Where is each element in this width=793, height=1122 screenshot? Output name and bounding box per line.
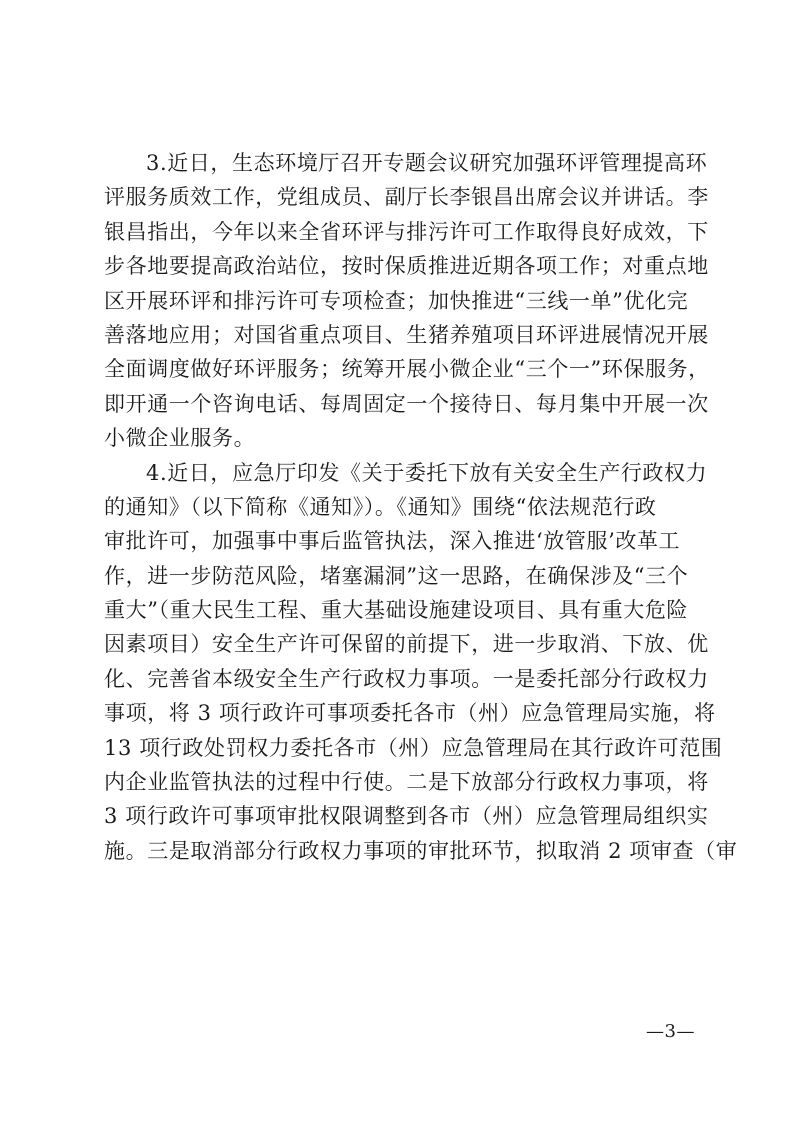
text-line: 施。三是取消部分行政权力事项的审批环节，拟取消 2 项审查（审 [104,838,738,863]
text-line: 3 项行政许可事项审批权限调整到各市（州）应急管理局组织实 [104,804,709,829]
text-line: 审批许可，加强事中事后监管执法，深入推进‘放管服’改革工 [104,529,681,554]
text-line: 的通知》（以下简称《通知》）。《通知》围绕“依法规范行政 [104,494,657,519]
text-line: 内企业监管执法的过程中行使。二是下放部分行政权力事项，将 [104,770,709,795]
text-line: 4.近日，应急厅印发《关于委托下放有关安全生产行政权力 [146,460,708,485]
text-line: 善落地应用；对国省重点项目、生猪养殖项目环评进展情况开展 [104,322,709,347]
text-line: 区开展环评和排污许可专项检查；加快推进“三线一单”优化完 [104,288,689,313]
text-line: 13 项行政处罚权力委托各市（州）应急管理局在其行政许可范围 [104,735,723,760]
document-body [104,146,738,868]
text-line: 3.近日，生态环境厅召开专题会议研究加强环评管理提高环 [146,151,708,175]
text-line: 小微企业服务。 [104,426,256,451]
text-line: 评服务质效工作，党组成员、副厅长李银昌出席会议并讲话。李 [104,185,709,210]
text-line: 全面调度做好环评服务；统筹开展小微企业“三个一”环保服务， [104,357,710,382]
text-line: 化、完善省本级安全生产行政权力事项。一是委托部分行政权力 [104,666,709,691]
text-line: 即开通一个咨询电话、每周固定一个接待日、每月集中开展一次 [104,391,709,416]
paragraph-emergency-management [104,456,738,869]
text-line: 银昌指出，今年以来全省环评与排污许可工作取得良好成效，下 [104,219,709,244]
text-line: 作，进一步防范风险，堵塞漏洞”这一思路，在确保涉及“三个 [104,563,689,588]
text-line: 事项，将 3 项行政许可事项委托各市（州）应急管理局实施，将 [104,701,716,726]
paragraph-ecology-environment [104,146,710,456]
page-number: —3— [646,1021,695,1042]
text-line: 因素项目）安全生产许可保留的前提下，进一步取消、下放、优 [104,632,709,657]
text-line: 步各地要提高政治站位，按时保质推进近期各项工作；对重点地 [104,254,709,279]
text-line: 重大”（重大民生工程、重大基础设施建设项目、具有重大危险 [104,598,689,623]
